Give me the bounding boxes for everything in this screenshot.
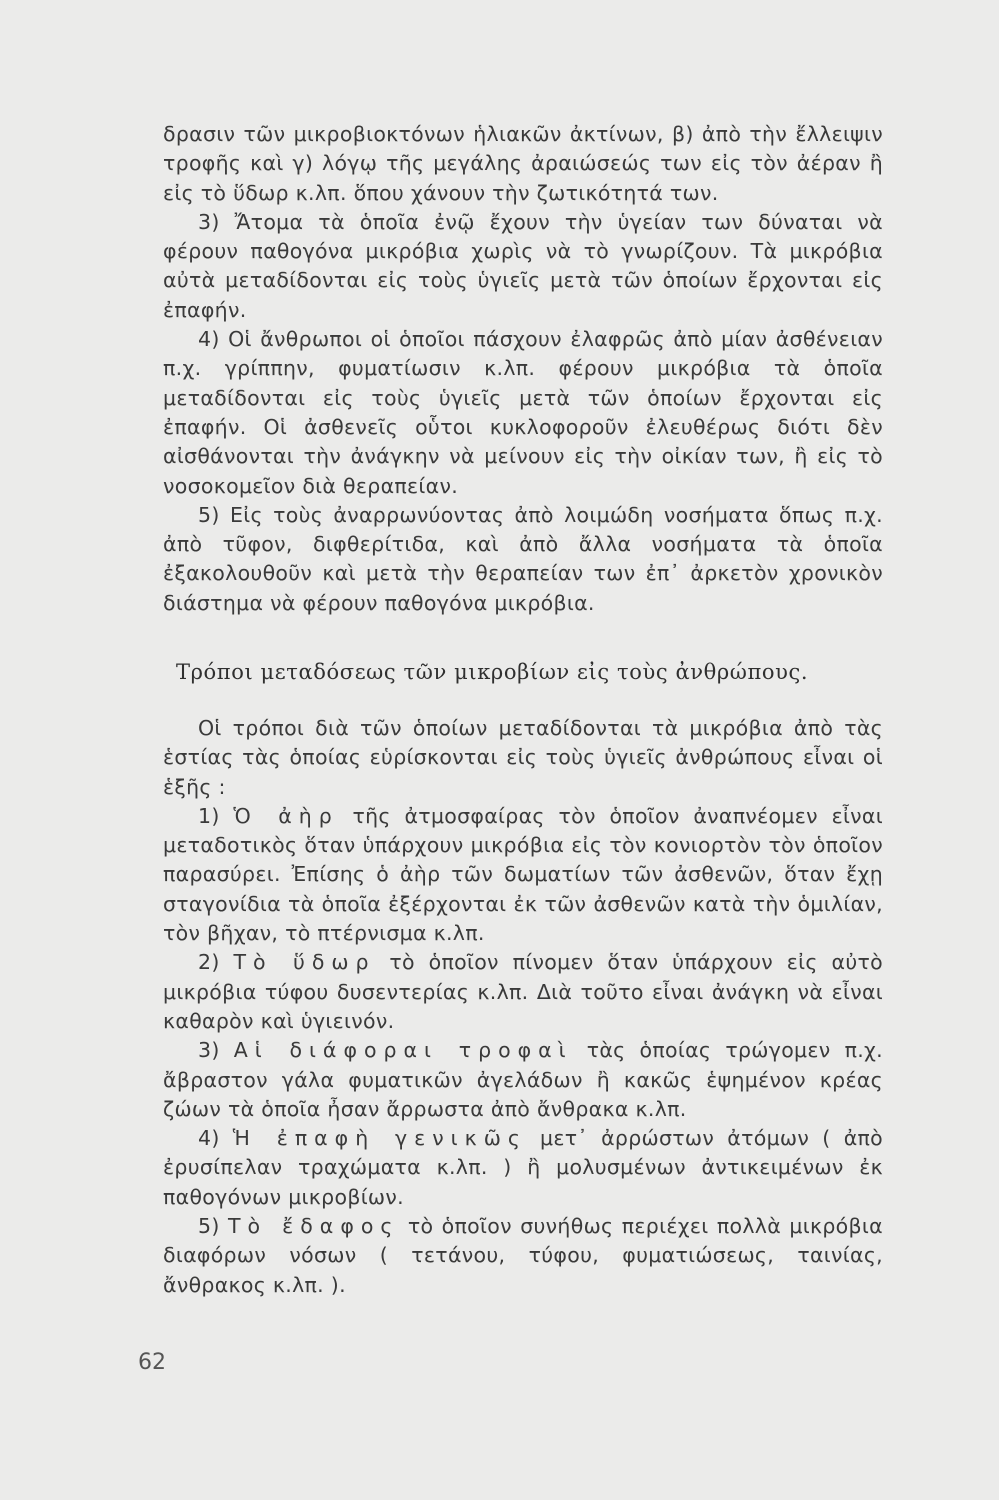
list-item-number: 4) [198,1126,220,1151]
lower-text-block [163,714,883,1300]
upper-text-block [163,120,883,618]
paragraph-item-3: 3) Ἄτομα τὰ ὁποῖα ἐνῷ ἔχουν τὴν ὑγείαν των δύναται νὰ φέρουν παθογόνα μικρόβια χωρὶς νὰ τὸ γνωρίζουν. Τὰ μικρόβια αὐτὰ μεταδίδονται εἰς τοὺς ὑγιεῖς μετὰ τῶν ὁποίων ἔρχονται εἰς ἐπαφήν. [163,209,883,322]
list-item-term: Αἱ διάφοραι τροφαὶ [233,1038,573,1063]
list-item [163,1212,883,1300]
list-item-number: 1) [198,803,220,828]
paragraph-item-4: 4) Οἱ ἄνθρωποι οἱ ὁποῖοι πάσχουν ἐλαφρῶς ἀπὸ μίαν ἀσθένειαν π.χ. γρίππην, φυματίωσιν κ.λπ. φέρουν μικρόβια τὰ ὁποῖα μεταδίδονται εἰς τοὺς ὑγιεῖς μετὰ τῶν ὁποίων ἔρχονται εἰς ἐπαφήν. Οἱ ἀσθενεῖς οὗτοι κυκλοφοροῦν ἐλευθέρως διότι δὲν αἰσθάνονται τὴν ἀνάγκην νὰ μείνουν εἰς τὴν οἰκίαν των, ἢ εἰς τὸ νοσοκομεῖον διὰ θεραπείαν. [163,327,883,498]
list-item-number: 2) [198,950,220,975]
list-item-term: Τὸ ἔδαφος [228,1214,400,1239]
list-item-term: Ὁ ἀὴρ [233,803,339,828]
paragraph-item-5: 5) Εἰς τοὺς ἀναρρωνύοντας ἀπὸ λοιμώδη νοσήματα ὅπως π.χ. ἀπὸ τῦφον, διφθερίτιδα, καὶ ἀπὸ ἄλλα νοσήματα τὰ ὁποῖα ἐξακολουθοῦν καὶ μετὰ τὴν θεραπείαν των ἐπ᾽ ἀρκετὸν χρονικὸν διάστημα νὰ φέρουν παθογόνα μικρόβια. [163,502,883,615]
list-item-text: τὰς ὁποίας τρώγομεν π.χ. ἄβραστον γάλα φυματικῶν ἀγελάδων ἢ κακῶς ἑψημένον κρέας ζώων τὰ ὁποῖα ἦσαν ἄρρωστα ἀπὸ ἄνθρακα κ.λπ. [163,1038,883,1121]
list-item-text: τῆς ἀτμοσφαίρας τὸν ὁποῖον ἀναπνέομεν εἶναι μεταδοτικὸς ὅταν ὑπάρχουν μικρόβια εἰς τὸν κονιορτὸν τὸν ὁποῖον παρασύρει. Ἐπίσης ὁ ἀὴρ τῶν δωματίων τῶν ἀσθενῶν, ὅταν ἔχῃ σταγονίδια τὰ ὁποῖα ἐξέρχονται ἐκ τῶν ἀσθενῶν κατὰ τὴν ὁμιλίαν, τὸν βῆχαν, τὸ πτέρνισμα κ.λπ. [163,803,883,946]
list-item-term: Τὸ ὕδωρ [233,950,376,975]
list-item-number: 5) [198,1214,220,1239]
section-heading: Τρόποι μεταδόσεως τῶν μικροβίων εἰς τοὺς ἀνθρώπους. [176,660,809,684]
list-item [163,1036,883,1124]
list-item [163,1124,883,1212]
list-item-text: τὸ ὁποῖον πίνομεν ὅταν ὑπάρχουν εἰς αὐτὸ μικρόβια τύφου δυσεντερίας κ.λπ. Διὰ τοῦτο εἶναι ἀνάγκη νὰ εἶναι καθαρὸν καὶ ὑγιεινόν. [163,950,883,1033]
page-number: 62 [138,1350,166,1375]
paragraph-continuation: δρασιν τῶν μικροβιοκτόνων ἡλιακῶν ἀκτίνων, β) ἀπὸ τὴν ἔλλειψιν τροφῆς καὶ γ) λόγῳ τῆς μεγάλης ἀραιώσεώς των εἰς τὸν ἀέραν ἢ εἰς τὸ ὕδωρ κ.λπ. ὅπου χάνουν τὴν ζωτικότητά των. [163,122,883,205]
list-item [163,802,883,948]
section-intro: Οἱ τρόποι διὰ τῶν ὁποίων μεταδίδονται τὰ μικρόβια ἀπὸ τὰς ἑστίας τὰς ὁποίας εὑρίσκονται εἰς τοὺς ὑγιεῖς ἀνθρώπους εἶναι οἱ ἑξῆς : [163,716,883,799]
list-item [163,948,883,1036]
list-item-text: τὸ ὁποῖον συνήθως περιέχει πολλὰ μικρόβια διαφόρων νόσων ( τετάνου, τύφου, φυματιώσεως, ταινίας, ἄνθρακος κ.λπ. ). [163,1214,883,1297]
list-item-term: Ἡ ἐπαφὴ γενικῶς [232,1126,527,1151]
list-item-number: 3) [198,1038,220,1063]
list-item-text: μετ᾽ ἀρρώστων ἀτόμων ( ἀπὸ ἐρυσίπελαν τραχώματα κ.λπ. ) ἢ μολυσμένων ἀντικειμένων ἐκ παθογόνων μικροβίων. [163,1126,883,1209]
